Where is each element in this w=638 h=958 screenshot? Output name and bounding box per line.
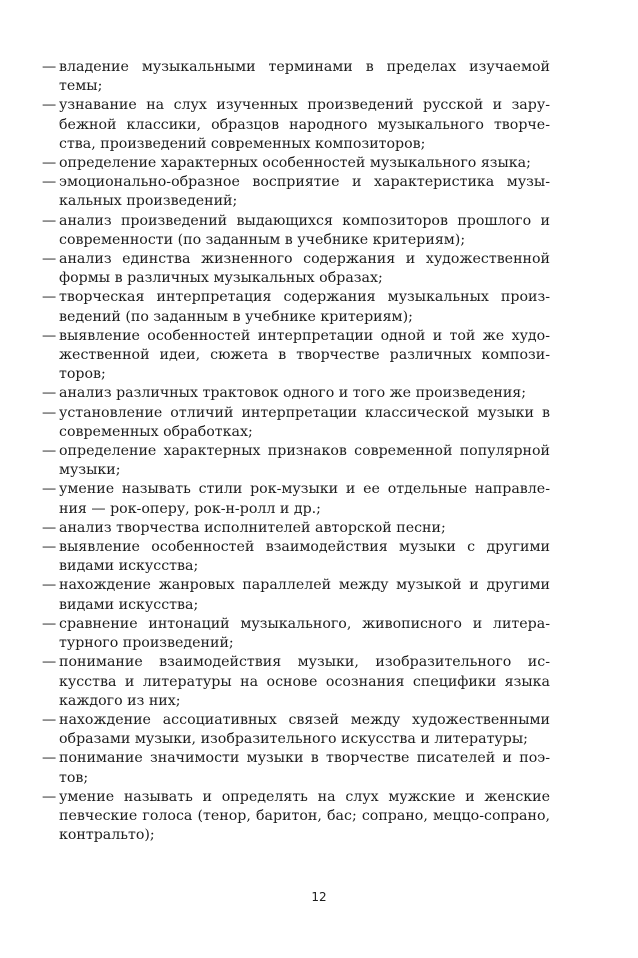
- list-dash: —: [42, 97, 57, 114]
- list-item: [42, 404, 550, 442]
- list-item-text: узнавание на слух изученных произведений русской и зарубежной классики, образцов народного музыкального творчества, произведений современных композиторов;: [59, 97, 550, 152]
- list-dash: —: [42, 174, 57, 191]
- list-dash: —: [42, 155, 57, 172]
- list-dash: —: [42, 385, 57, 402]
- requirements-list: [42, 58, 550, 845]
- list-item-text: понимание взаимодействия музыки, изобразительного искусства и литературы на основе осознания специфики языка каждого из них;: [59, 654, 550, 709]
- list-item: [42, 788, 550, 846]
- list-item-text: сравнение интонаций музыкального, живописного и литературного произведений;: [59, 615, 550, 652]
- list-item: [42, 212, 550, 250]
- list-item-text: творческая интерпретация содержания музыкальных произведений (по заданным в учебнике критериям);: [59, 289, 550, 325]
- list-dash: —: [42, 212, 57, 229]
- list-dash: —: [42, 327, 57, 344]
- list-dash: —: [42, 443, 57, 460]
- list-item-text: анализ творчества исполнителей авторской песни;: [59, 519, 446, 536]
- list-item-text: эмоционально-образное восприятие и характеристика музыкальных произведений;: [59, 174, 550, 210]
- list-dash: —: [42, 788, 57, 805]
- list-item-text: умение называть стили рок-музыки и ее отдельные направления — рок-оперу, рок-н-ролл и др.;: [59, 481, 550, 517]
- list-dash: —: [42, 251, 57, 268]
- list-item-text: выявление особенностей взаимодействия музыки с другими видами искусства;: [59, 539, 550, 575]
- list-item: [42, 58, 550, 96]
- list-item-text: умение называть и определять на слух мужские и женские певческие голоса (тенор, баритон, бас; сопрано, меццо-сопрано, контральто);: [59, 788, 550, 844]
- list-item-text: анализ единства жизненного содержания и художественной формы в различных музыкальных образах;: [59, 251, 550, 287]
- list-item: [42, 538, 550, 576]
- list-dash: —: [42, 519, 57, 536]
- list-item-text: определение характерных признаков современной популярной музыки;: [59, 443, 550, 479]
- list-dash: —: [42, 481, 57, 498]
- list-item: [42, 288, 550, 326]
- list-dash: —: [42, 615, 57, 632]
- list-item: [42, 154, 550, 173]
- list-item: [42, 250, 550, 288]
- list-item-text: понимание значимости музыки в творчестве писателей и поэтов;: [59, 750, 550, 786]
- list-item: [42, 173, 550, 211]
- list-item-text: нахождение жанровых параллелей между музыкой и другими видами искусства;: [59, 577, 550, 613]
- list-item-text: выявление особенностей интерпретации одной и той же художественной идеи, сюжета в творчестве различных композиторов;: [59, 327, 550, 383]
- list-item: [42, 442, 550, 480]
- list-item: [42, 519, 550, 538]
- list-item: [42, 96, 550, 154]
- list-item-text: анализ произведений выдающихся композиторов прошлого и современности (по заданным в учебнике критериям);: [59, 212, 550, 248]
- list-item: [42, 615, 550, 653]
- list-item-text: определение характерных особенностей музыкального языка;: [59, 155, 531, 172]
- list-dash: —: [42, 59, 57, 75]
- list-dash: —: [42, 539, 57, 556]
- list-dash: —: [42, 711, 57, 728]
- list-item-text: владение музыкальными терминами в пределах изучаемой темы;: [59, 59, 550, 95]
- list-item: [42, 480, 550, 518]
- list-dash: —: [42, 654, 57, 671]
- list-dash: —: [42, 404, 57, 421]
- list-dash: —: [42, 289, 57, 306]
- list-item-text: анализ различных трактовок одного и того же произведения;: [59, 385, 527, 402]
- list-item: [42, 711, 550, 749]
- list-dash: —: [42, 750, 57, 767]
- list-item-text: нахождение ассоциативных связей между художественными образами музыки, изобразительного искусства и литературы;: [59, 711, 550, 748]
- list-item: [42, 576, 550, 614]
- list-item: [42, 653, 550, 711]
- list-item: [42, 384, 550, 403]
- page-body: [42, 58, 550, 845]
- list-item: [42, 327, 550, 385]
- list-dash: —: [42, 577, 57, 594]
- list-item-text: установление отличий интерпретации классической музыки в современных обработках;: [59, 404, 550, 440]
- page-number: 12: [311, 890, 327, 904]
- list-item: [42, 749, 550, 787]
